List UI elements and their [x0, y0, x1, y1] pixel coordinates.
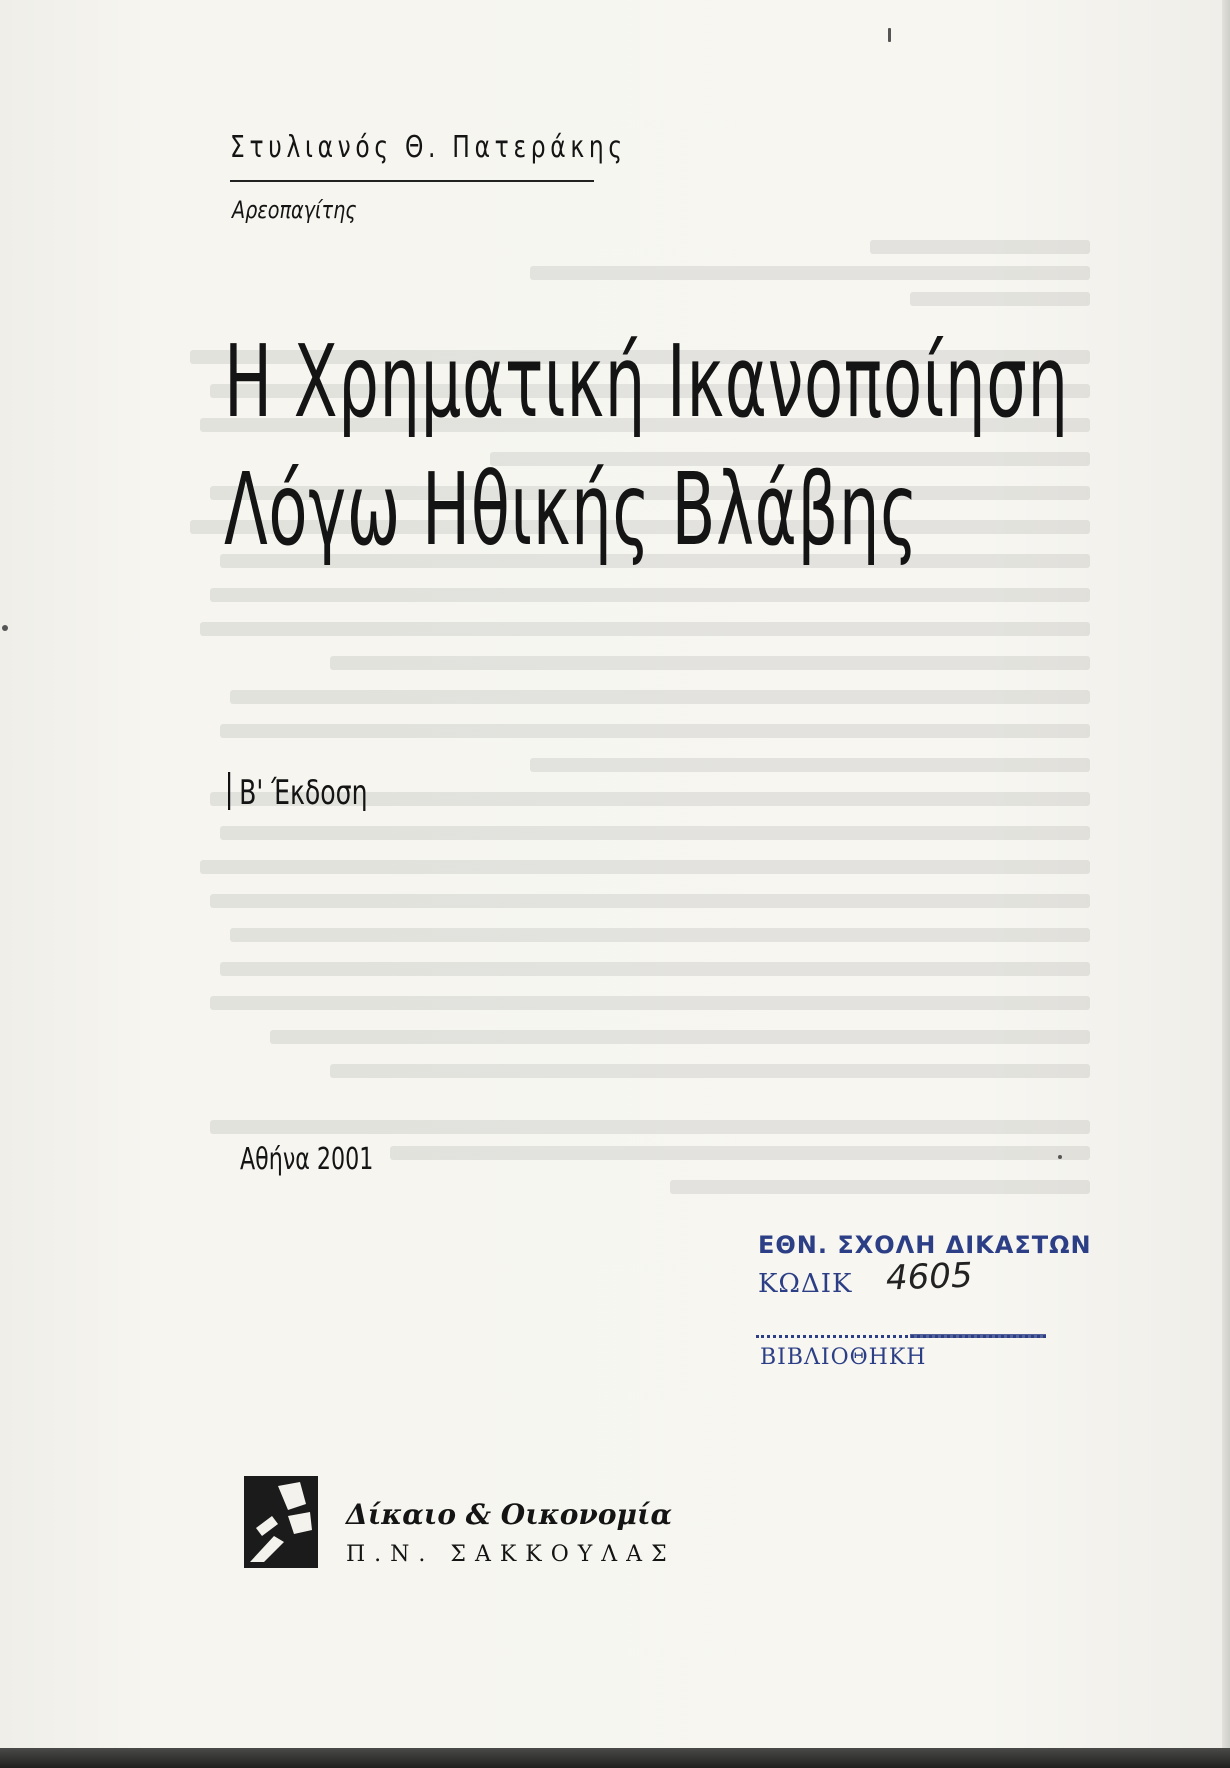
author-name: Στυλιανός Θ. Πατεράκης [230, 130, 627, 165]
page-right-edge [1222, 0, 1230, 1768]
author-role: Αρεοπαγίτης [232, 196, 357, 224]
book-title-line-1: Η Χρηματική Ικανοποίηση [224, 323, 1069, 440]
edition-bar [228, 772, 230, 810]
page-bottom-edge [0, 1748, 1230, 1768]
publisher-name: Δίκαιο & Οικονομία [346, 1498, 673, 1531]
page-speck [2, 625, 8, 631]
stamp-code-label: ΚΩΔΙΚ [758, 1269, 853, 1299]
author-divider [230, 180, 594, 182]
stamp-code-value: 4605 [885, 1255, 974, 1299]
library-stamp [750, 1225, 1092, 1375]
book-title [224, 318, 1069, 574]
place-and-date: Αθήνα 2001 [240, 1142, 374, 1177]
page-speck [1058, 1155, 1062, 1159]
page-speck [888, 28, 891, 42]
stamp-institution: ΕΘΝ. ΣΧΟΛΗ ΔΙΚΑΣΤΩΝ [758, 1231, 1092, 1259]
publisher-logo-icon [244, 1476, 318, 1568]
edition-label [228, 772, 368, 813]
edition-text: Β' Έκδοση [239, 773, 368, 813]
stamp-library-label: ΒΙΒΛΙΟΘΗΚΗ [760, 1345, 927, 1370]
book-title-line-2: Λόγω Ηθικής Βλάβης [224, 451, 919, 568]
stamp-underline [910, 1334, 1046, 1338]
publisher-imprint: Π.Ν. ΣΑΚΚΟΥΛΑΣ [346, 1542, 676, 1567]
